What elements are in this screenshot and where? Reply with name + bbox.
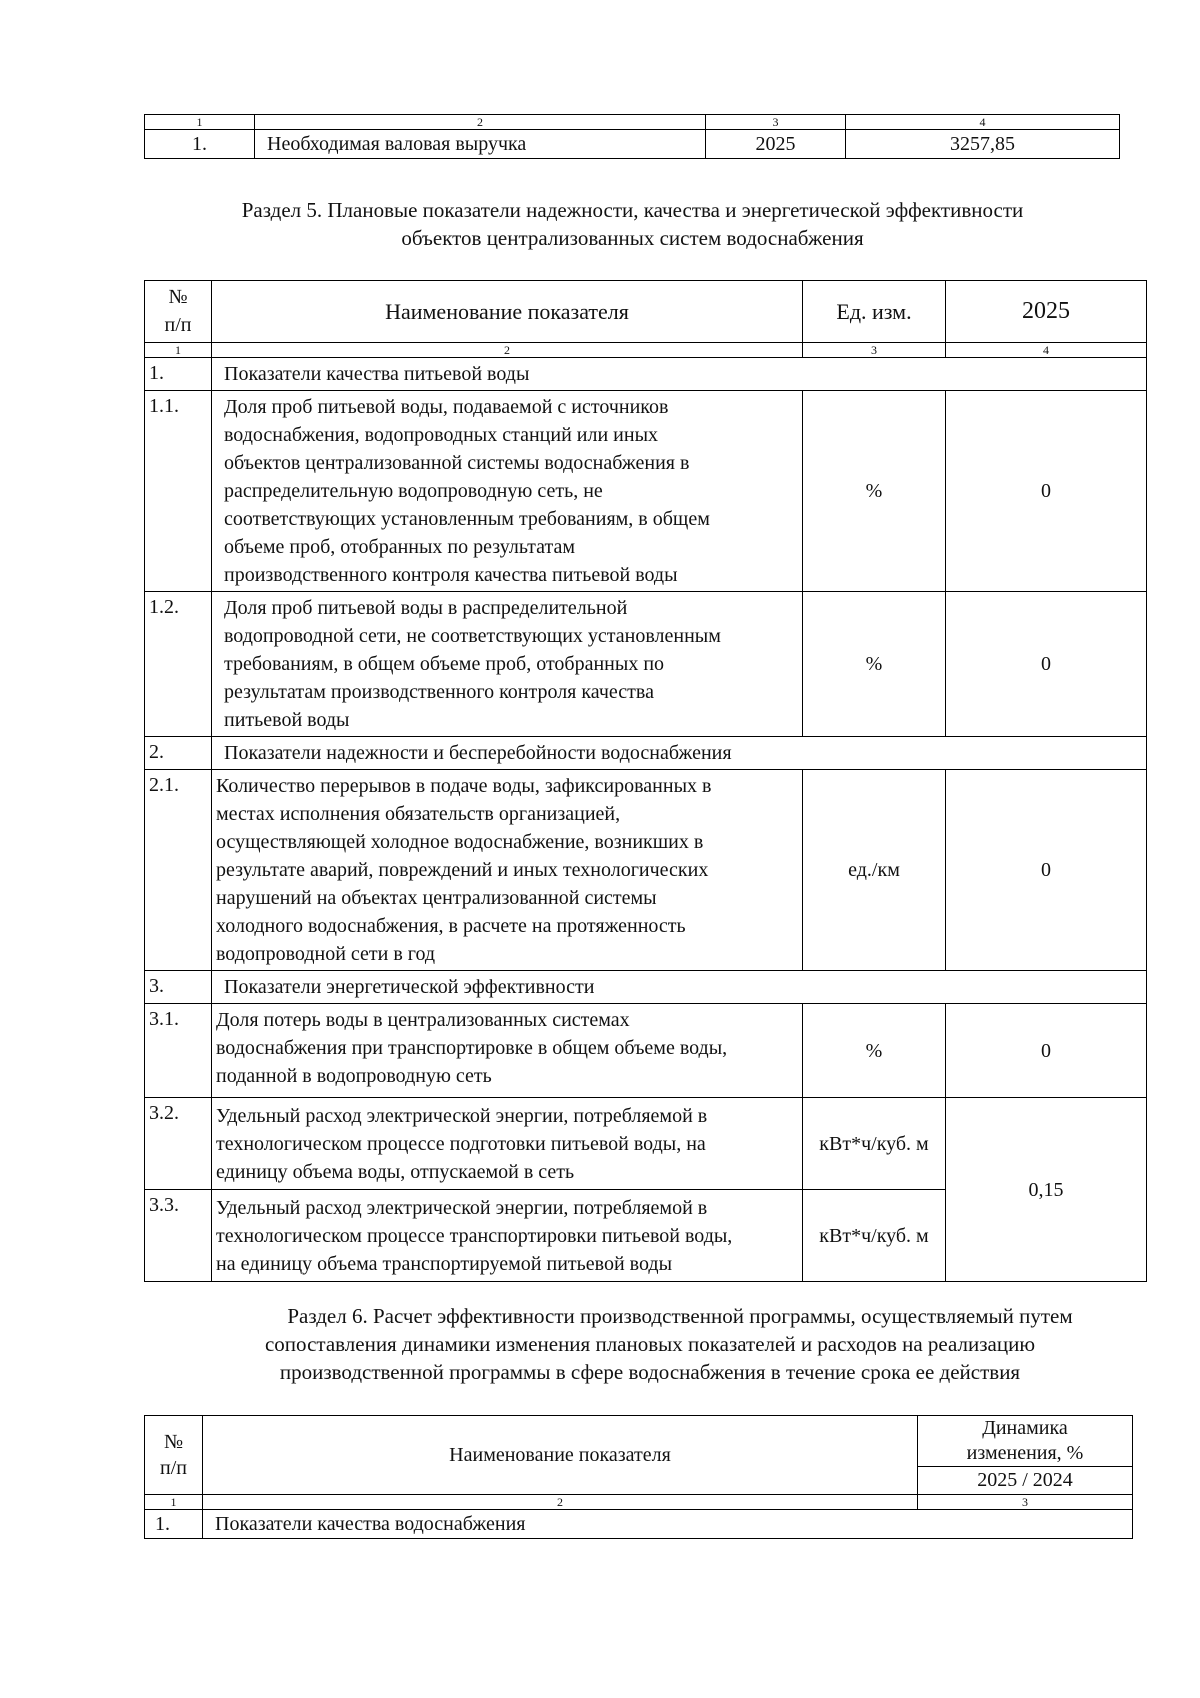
col-number: 1 bbox=[145, 343, 212, 358]
section6-title-line1: Раздел 6. Расчет эффективности производственной программы, осуществляемый путем bbox=[287, 1304, 1073, 1328]
indicator-name bbox=[212, 592, 803, 737]
text-line: на единицу объема транспортируемой питьевой воды bbox=[216, 1252, 673, 1275]
text-line: результате аварий, повреждений и иных технологических bbox=[216, 859, 709, 881]
header-indicator-name: Наименование показателя bbox=[212, 281, 803, 343]
indicator-name bbox=[212, 1004, 803, 1098]
value-cell: 0 bbox=[946, 592, 1147, 737]
header-year: 2025 bbox=[946, 281, 1147, 343]
section6-table bbox=[144, 1415, 1133, 1539]
col-number: 3 bbox=[706, 115, 846, 130]
row-number: 1.1. bbox=[145, 391, 212, 592]
column-number-row bbox=[145, 1495, 1133, 1510]
column-number-row bbox=[145, 115, 1120, 130]
header-number bbox=[145, 281, 212, 343]
text-line: нарушений на объектах централизованной системы bbox=[216, 887, 657, 909]
row-number: 3.2. bbox=[145, 1098, 212, 1190]
value-cell: 0 bbox=[946, 770, 1147, 971]
section6-title-line2: сопоставления динамики изменения плановых показателей и расходов на реализацию bbox=[264, 1332, 1036, 1356]
header-unit: Ед. изм. bbox=[803, 281, 946, 343]
group-number: 3. bbox=[145, 971, 212, 1004]
text-line: производственного контроля качества питьевой воды bbox=[224, 564, 678, 586]
indicator-name: Необходимая валовая выручка bbox=[255, 130, 706, 159]
table-row bbox=[145, 391, 1147, 592]
col-number: 2 bbox=[255, 115, 706, 130]
section5-table bbox=[144, 280, 1147, 1282]
text-line: питьевой воды bbox=[224, 709, 350, 731]
section5-title-line2: объектов централизованных систем водоснабжения bbox=[401, 226, 864, 250]
unit-cell: ед./км bbox=[803, 770, 946, 971]
text-line: результатам производственного контроля качества bbox=[224, 681, 654, 703]
text-line: холодного водоснабжения, в расчете на протяженность bbox=[216, 915, 686, 937]
table-row bbox=[145, 770, 1147, 971]
text-line: водоснабжения, водопроводных станций или иных bbox=[224, 424, 659, 446]
header-dynamics-line1: Динамика bbox=[982, 1417, 1068, 1439]
section6-title-line3: производственной программы в сфере водоснабжения в течение срока ее действия bbox=[279, 1360, 1021, 1384]
header-row bbox=[145, 281, 1147, 343]
table-row bbox=[145, 592, 1147, 737]
text-line: Доля потерь воды в централизованных системах bbox=[216, 1009, 630, 1031]
group-row bbox=[145, 1510, 1133, 1539]
year-value: 2025 bbox=[706, 130, 846, 159]
text-line: Доля проб питьевой воды, подаваемой с источников bbox=[224, 396, 669, 418]
row-number: 3.3. bbox=[145, 1190, 212, 1282]
header-number-symbol: № bbox=[163, 1431, 184, 1453]
text-line: водопроводной сети, не соответствующих установленным bbox=[224, 625, 721, 647]
value-cell: 0 bbox=[946, 1004, 1147, 1098]
header-number-abbr: п/п bbox=[164, 314, 192, 336]
group-number: 1. bbox=[145, 1510, 203, 1539]
merged-value-cell: 0,15 bbox=[946, 1098, 1147, 1282]
unit-cell: % bbox=[803, 391, 946, 592]
section6-title bbox=[150, 1302, 1150, 1386]
group-row bbox=[145, 358, 1147, 391]
row-number: 1.2. bbox=[145, 592, 212, 737]
text-line: Количество перерывов в подаче воды, зафиксированных в bbox=[216, 775, 712, 797]
header-dynamics-line2: изменения, % bbox=[966, 1442, 1084, 1464]
table-row bbox=[145, 1004, 1147, 1098]
row-number: 3.1. bbox=[145, 1004, 212, 1098]
col-number: 4 bbox=[846, 115, 1120, 130]
header-number-symbol: № bbox=[168, 286, 188, 308]
group-title: Показатели качества водоснабжения bbox=[203, 1510, 1133, 1539]
text-line: технологическом процессе транспортировки питьевой воды, bbox=[216, 1224, 733, 1247]
header-indicator-name: Наименование показателя bbox=[203, 1416, 918, 1495]
text-line: объеме проб, отобранных по результатам bbox=[224, 536, 576, 558]
row-number: 2.1. bbox=[145, 770, 212, 971]
row-number: 1. bbox=[145, 130, 255, 159]
col-number: 4 bbox=[946, 343, 1147, 358]
column-number-row bbox=[145, 343, 1147, 358]
header-row bbox=[145, 1416, 1133, 1467]
indicator-name bbox=[212, 1190, 803, 1282]
col-number: 1 bbox=[145, 115, 255, 130]
indicator-name bbox=[212, 1098, 803, 1190]
unit-cell: % bbox=[803, 592, 946, 737]
table-row bbox=[145, 1098, 1147, 1190]
section5-title bbox=[100, 196, 1165, 252]
col-number: 2 bbox=[212, 343, 803, 358]
col-number: 2 bbox=[203, 1495, 918, 1510]
header-period: 2025 / 2024 bbox=[918, 1467, 1133, 1495]
col-number: 3 bbox=[918, 1495, 1133, 1510]
group-title: Показатели энергетической эффективности bbox=[212, 971, 1147, 1004]
text-line: технологическом процессе подготовки питьевой воды, на bbox=[216, 1132, 706, 1155]
unit-cell: кВт*ч/куб. м bbox=[803, 1190, 946, 1282]
text-line: Удельный расход электрической энергии, потребляемой в bbox=[216, 1104, 708, 1127]
text-line: требованиям, в общем объеме проб, отобранных по bbox=[224, 653, 665, 675]
text-line: поданной в водопроводную сеть bbox=[216, 1065, 492, 1087]
group-number: 2. bbox=[145, 737, 212, 770]
text-line: распределительную водопроводную сеть, не bbox=[224, 480, 603, 502]
text-line: осуществляющей холодное водоснабжение, возникших в bbox=[216, 831, 704, 853]
unit-cell: % bbox=[803, 1004, 946, 1098]
revenue-value: 3257,85 bbox=[846, 130, 1120, 159]
group-title: Показатели надежности и бесперебойности водоснабжения bbox=[212, 737, 1147, 770]
header-number-abbr: п/п bbox=[160, 1457, 187, 1479]
unit-cell: кВт*ч/куб. м bbox=[803, 1098, 946, 1190]
revenue-table bbox=[144, 114, 1120, 159]
group-row bbox=[145, 971, 1147, 1004]
indicator-name bbox=[212, 391, 803, 592]
header-number bbox=[145, 1416, 203, 1495]
value-cell: 0 bbox=[946, 391, 1147, 592]
text-line: соответствующих установленным требованиям, в общем bbox=[224, 508, 710, 530]
text-line: единицу объема воды, отпускаемой в сеть bbox=[216, 1160, 575, 1183]
col-number: 3 bbox=[803, 343, 946, 358]
section5-title-line1: Раздел 5. Плановые показатели надежности, качества и энергетической эффективности bbox=[241, 198, 1024, 222]
group-row bbox=[145, 737, 1147, 770]
group-number: 1. bbox=[145, 358, 212, 391]
group-title: Показатели качества питьевой воды bbox=[212, 358, 1147, 391]
text-line: Удельный расход электрической энергии, потребляемой в bbox=[216, 1196, 708, 1219]
col-number: 1 bbox=[145, 1495, 203, 1510]
text-line: водоснабжения при транспортировке в общем объеме воды, bbox=[216, 1037, 728, 1059]
header-dynamics bbox=[918, 1416, 1133, 1467]
text-line: Доля проб питьевой воды в распределительной bbox=[224, 597, 628, 619]
text-line: водопроводной сети в год bbox=[216, 943, 436, 965]
indicator-name bbox=[212, 770, 803, 971]
text-line: местах исполнения обязательств организацией, bbox=[216, 803, 621, 825]
table-row bbox=[145, 130, 1120, 159]
text-line: объектов централизованной системы водоснабжения в bbox=[224, 452, 690, 474]
